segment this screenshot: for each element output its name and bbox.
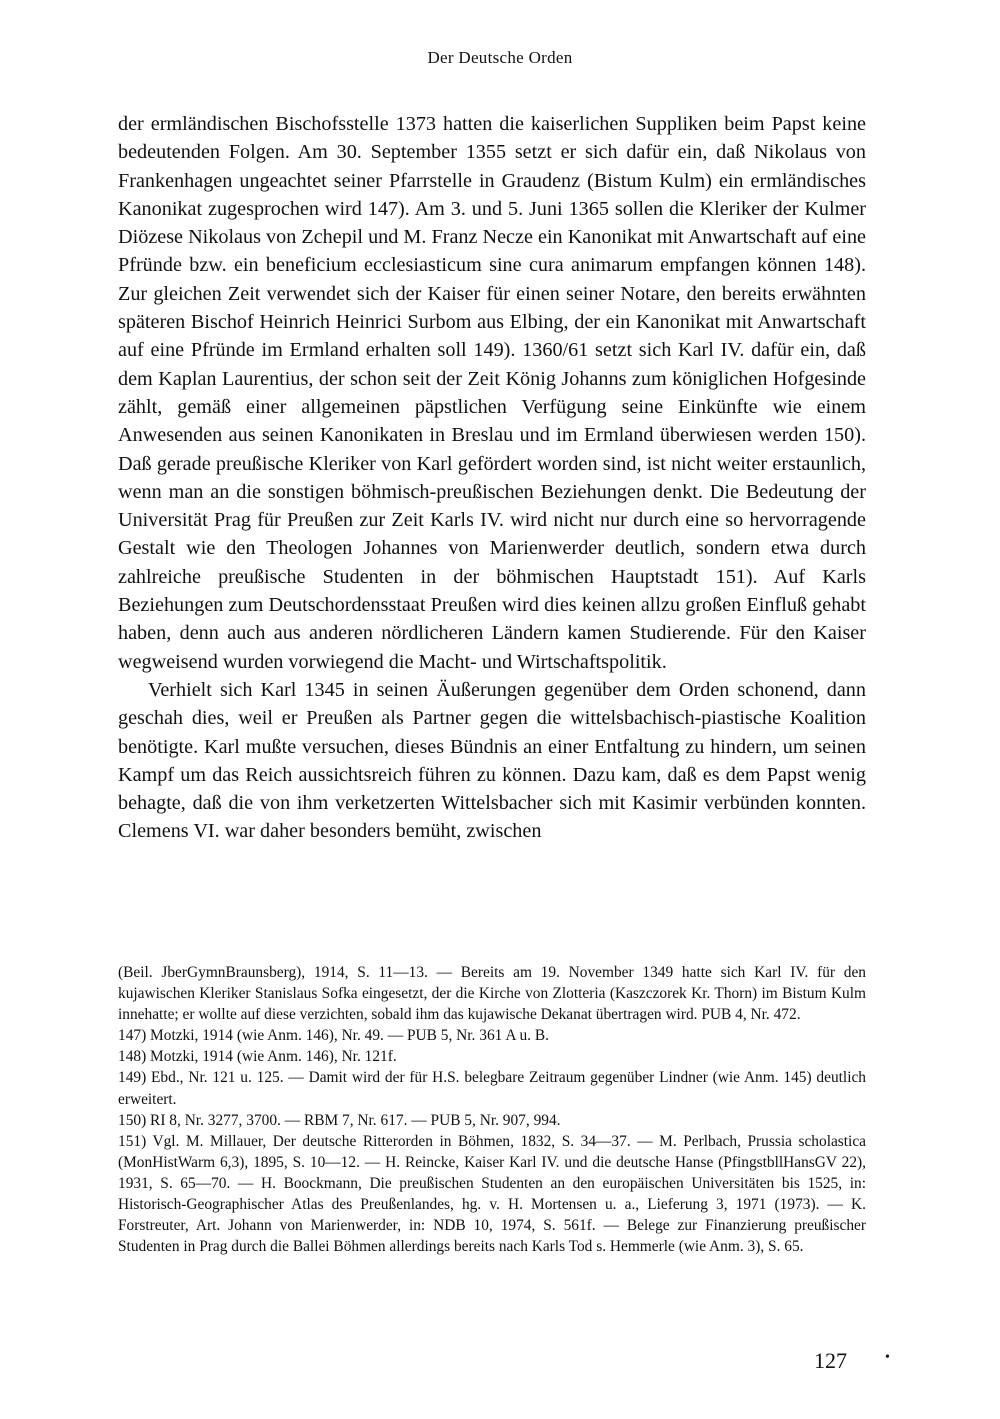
margin-mark: • (885, 1350, 890, 1365)
body-paragraph: der ermländischen Bischofsstelle 1373 hatten die kaiserlichen Suppliken beim Papst keine bedeutenden Folgen. Am 30. September 1355 setzt er sich dafür ein, daß Nikolaus von Frankenhagen ungeachtet seiner Pfarrstelle in Graudenz (Bistum Kulm) ein ermländisches Kanonikat zugesprochen wird 147). Am 3. und 5. Juni 1365 sollen die Kleriker der Kulmer Diözese Nikolaus von Zchepil und M. Franz Necze ein Kanonikat mit Anwartschaft auf eine Pfründe bzw. ein beneficium ecclesiasticum sine cura animarum empfangen können 148). Zur gleichen Zeit verwendet sich der Kaiser für einen seiner Notare, den bereits erwähnten späteren Bischof Heinrich Heinrici Surbom aus Elbing, der ein Kanonikat mit Anwartschaft auf eine Pfründe im Ermland erhalten soll 149). 1360/61 setzt sich Karl IV. dafür ein, daß dem Kaplan Laurentius, der schon seit der Zeit König Johanns zum königlichen Hofgesinde zählt, gemäß einer allgemeinen päpstlichen Verfügung seine Einkünfte wie einem Anwesenden aus seinen Kanonikaten in Breslau und im Ermland überwiesen werden 150). Daß gerade preußische Kleriker von Karl gefördert worden sind, ist nicht weiter erstaunlich, wenn man an die sonstigen böhmisch-preußischen Beziehungen denkt. Die Bedeutung der Universität Prag für Preußen zur Zeit Karls IV. wird nicht nur durch eine so hervorragende Gestalt wie den Theologen Johannes von Marienwerder deutlich, sondern etwa durch zahlreiche preußische Studenten in der böhmischen Hauptstadt 151). Auf Karls Beziehungen zum Deutschordensstaat Preußen wird dies keinen allzu großen Einfluß gehabt haben, denn auch aus anderen nördlicheren Ländern kamen Studierende. Für den Kaiser wegweisend wurden vorwiegend die Macht- und Wirtschaftspolitik. (118, 113, 866, 673)
footnotes (118, 962, 866, 1257)
footnote: 151) Vgl. M. Millauer, Der deutsche Ritterorden in Böhmen, 1832, S. 34—37. — M. Perlbach, Prussia scholastica (MonHistWarm 6,3), 1895, S. 10—12. — H. Reincke, Kaiser Karl IV. und die deutsche Hanse (PfingstbllHansGV 22), 1931, S. 65—70. — H. Boockmann, Die preußischen Studenten an den europäischen Universitäten bis 1525, in: Historisch-Geographischer Atlas des Preußenlandes, hg. v. H. Mortensen u. a., Lieferung 3, 1971 (1973). — K. Forstreuter, Art. Johann von Marienwerder, in: NDB 10, 1974, S. 561f. — Belege zur Finanzierung preußischer Studenten in Prag durch die Ballei Böhmen allerdings bereits nach Karls Tod s. Hemmerle (wie Anm. 3), S. 65. (118, 1132, 866, 1256)
footnote: 148) Motzki, 1914 (wie Anm. 146), Nr. 121f. (118, 1048, 397, 1066)
footnote: 149) Ebd., Nr. 121 u. 125. — Damit wird der für H.S. belegbare Zeitraum gegenüber Lindner (wie Anm. 145) deutlich erweitert. (118, 1069, 866, 1108)
footnote: (Beil. JberGymnBraunsberg), 1914, S. 11—13. — Bereits am 19. November 1349 hatte sich Karl IV. für den kujawischen Kleriker Stanislaus Sofka eingesetzt, der die Kirche von Zlotteria (Kaszczorek Kr. Thorn) im Bistum Kulm innehatte; er wollte auf diese verzichten, sobald ihm das kujawische Dekanat übertragen wird. PUB 4, Nr. 472. (118, 964, 866, 1024)
body-paragraph: Verhielt sich Karl 1345 in seinen Äußerungen gegenüber dem Orden schonend, dann geschah dies, weil er Preußen als Partner gegen die wittelsbachisch-piastische Koalition benötigte. Karl mußte versuchen, dieses Bündnis an einer Entfaltung zu hindern, um seinen Kampf um das Reich aussichtsreich führen zu können. Dazu kam, daß es dem Papst wenig behagte, daß die von ihm verketzerten Wittelsbacher sich mit Kasimir verbünden konnten. Clemens VI. war daher besonders bemüht, zwischen (118, 678, 866, 843)
body-text (118, 110, 866, 846)
page-number: 127 (814, 1348, 847, 1373)
footnote: 150) RI 8, Nr. 3277, 3700. — RBM 7, Nr. 617. — PUB 5, Nr. 907, 994. (118, 1111, 561, 1129)
running-header: Der Deutsche Orden (427, 48, 573, 67)
footnote: 147) Motzki, 1914 (wie Anm. 146), Nr. 49. — PUB 5, Nr. 361 A u. B. (118, 1027, 549, 1045)
